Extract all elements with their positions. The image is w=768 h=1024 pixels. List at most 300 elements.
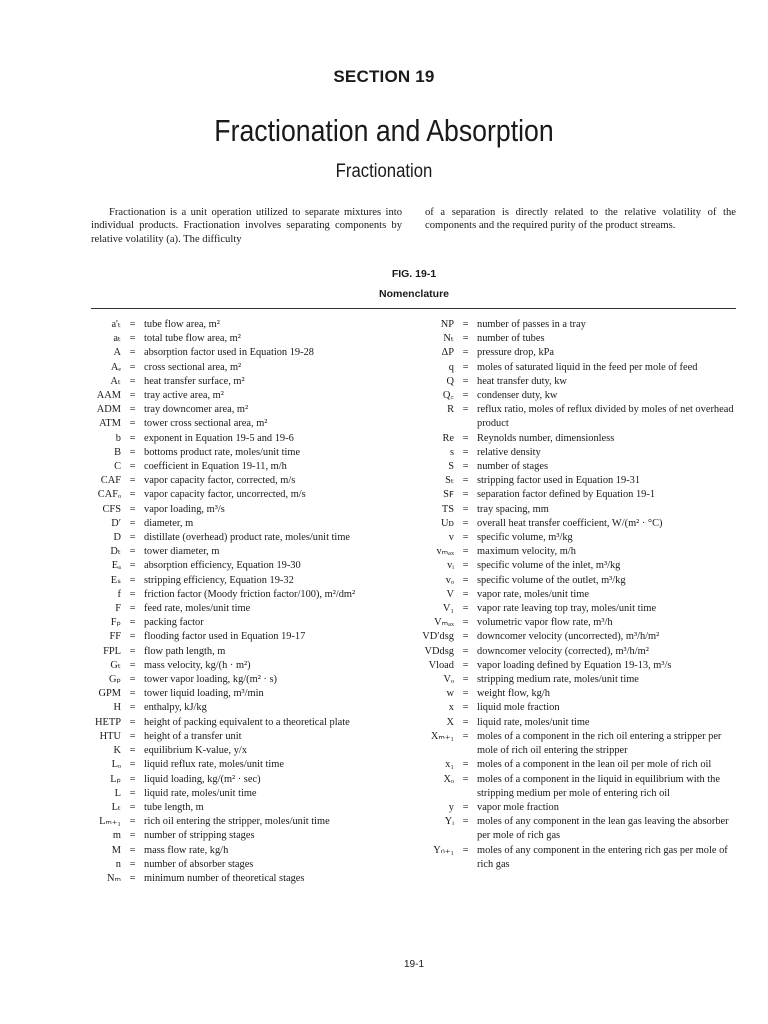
equals-sign: = xyxy=(129,759,136,771)
nomenclature-symbol: s xyxy=(449,446,454,458)
nomenclature-definition: friction factor (Moody friction factor/100), m²/dm² xyxy=(144,588,356,600)
nomenclature-entry xyxy=(91,801,406,815)
nomenclature-entry xyxy=(91,829,406,843)
nomenclature-symbol: Yᵢ xyxy=(444,816,454,828)
equals-sign: = xyxy=(462,560,469,572)
nomenclature-symbol: Aₜ xyxy=(110,375,121,387)
equals-sign: = xyxy=(129,446,136,458)
equals-sign: = xyxy=(462,659,469,671)
equals-sign: = xyxy=(462,645,469,657)
equals-sign: = xyxy=(129,517,136,529)
nomenclature-definition: coefficient in Equation 19-11, m/h xyxy=(144,461,287,473)
equals-sign: = xyxy=(129,674,136,686)
nomenclature-entry xyxy=(91,701,406,715)
nomenclature-entry xyxy=(91,744,406,758)
nomenclature-definition: specific volume of the inlet, m³/kg xyxy=(477,560,621,572)
nomenclature-definition: distillate (overhead) product rate, moles/unit time xyxy=(144,532,351,544)
nomenclature-symbol: C xyxy=(114,461,121,473)
equals-sign: = xyxy=(129,361,136,373)
nomenclature-symbol: NP xyxy=(440,319,454,330)
nomenclature-definition: pressure drop, kPa xyxy=(477,347,555,359)
nomenclature-entry xyxy=(414,673,744,687)
equals-sign: = xyxy=(462,489,469,501)
nomenclature-entry xyxy=(91,503,406,517)
equals-sign: = xyxy=(129,603,136,615)
equals-sign: = xyxy=(129,461,136,473)
nomenclature-definition: tower diameter, m xyxy=(144,546,220,558)
nomenclature-definition: maximum velocity, m/h xyxy=(477,546,576,558)
nomenclature-definition: cross sectional area, m² xyxy=(144,361,242,373)
nomenclature-symbol: R xyxy=(447,404,454,416)
intro-paragraph xyxy=(91,206,736,246)
nomenclature-definition: condenser duty, kw xyxy=(477,390,558,402)
nomenclature-entry xyxy=(414,645,744,659)
equals-sign: = xyxy=(462,475,469,487)
equals-sign: = xyxy=(129,489,136,501)
nomenclature-definition: moles of any component in the lean gas leaving the absorber per mole of rich gas xyxy=(477,816,729,842)
nomenclature-right-column xyxy=(414,318,744,872)
equals-sign: = xyxy=(462,319,469,330)
nomenclature-entry xyxy=(91,559,406,573)
nomenclature-entry xyxy=(91,858,406,872)
equals-sign: = xyxy=(462,361,469,373)
nomenclature-definition: equilibrium K-value, y/x xyxy=(144,745,248,757)
equals-sign: = xyxy=(129,872,136,884)
equals-sign: = xyxy=(462,375,469,387)
nomenclature-entry xyxy=(91,758,406,772)
nomenclature-entry xyxy=(91,346,406,360)
nomenclature-definition: tower liquid loading, m³/min xyxy=(144,688,264,700)
nomenclature-definition: packing factor xyxy=(144,617,204,629)
intro-text-right: of a separation is directly related to the relative volatility of the components and the required purity of the product streams. xyxy=(425,207,736,232)
equals-sign: = xyxy=(462,674,469,686)
nomenclature-entry xyxy=(414,503,744,517)
equals-sign: = xyxy=(462,702,469,714)
nomenclature-definition: specific volume, m³/kg xyxy=(477,532,573,544)
nomenclature-definition: stripping factor used in Equation 19-31 xyxy=(477,475,641,487)
nomenclature-symbol: vₒ xyxy=(445,574,454,586)
nomenclature-symbol: CFS xyxy=(102,503,121,515)
equals-sign: = xyxy=(462,844,469,856)
nomenclature-symbol: X xyxy=(446,716,454,728)
equals-sign: = xyxy=(129,645,136,657)
nomenclature-entry xyxy=(91,332,406,346)
equals-sign: = xyxy=(129,745,136,757)
nomenclature-symbol: q xyxy=(448,361,454,373)
nomenclature-symbol: a'ₜ xyxy=(111,319,121,330)
equals-sign: = xyxy=(462,688,469,700)
equals-sign: = xyxy=(462,432,469,444)
nomenclature-entry xyxy=(91,375,406,389)
nomenclature-symbol: vₘₐₓ xyxy=(436,546,454,558)
page-title: Fractionation and Absorption xyxy=(214,113,554,148)
nomenclature-entry xyxy=(414,701,744,715)
nomenclature-entry xyxy=(91,815,406,829)
nomenclature-symbol: vᵢ xyxy=(447,560,454,572)
nomenclature-definition: volumetric vapor flow rate, m³/h xyxy=(477,617,613,629)
equals-sign: = xyxy=(462,816,469,828)
nomenclature-symbol: y xyxy=(448,801,454,813)
nomenclature-entry xyxy=(91,844,406,858)
nomenclature-symbol: H xyxy=(113,702,121,714)
nomenclature-definition: flow path length, m xyxy=(144,645,226,657)
page-subtitle: Fractionation xyxy=(335,161,433,182)
nomenclature-entry xyxy=(91,687,406,701)
nomenclature-definition: number of stages xyxy=(477,461,548,473)
nomenclature-entry xyxy=(414,531,744,545)
equals-sign: = xyxy=(462,730,469,742)
nomenclature-symbol: x₁ xyxy=(445,759,454,771)
nomenclature-definition: separation factor defined by Equation 19-1 xyxy=(477,489,656,501)
nomenclature-definition: vapor mole fraction xyxy=(477,801,559,813)
nomenclature-definition: moles of a component in the lean oil per mole of rich oil xyxy=(477,759,712,771)
nomenclature-symbol: HTU xyxy=(99,730,121,742)
nomenclature-definition: heat transfer duty, kw xyxy=(477,375,567,387)
nomenclature-symbol: A xyxy=(113,347,121,359)
nomenclature-entry xyxy=(414,630,744,644)
nomenclature-entry xyxy=(91,432,406,446)
equals-sign: = xyxy=(129,546,136,558)
nomenclature-entry xyxy=(91,716,406,730)
equals-sign: = xyxy=(129,773,136,785)
nomenclature-entry xyxy=(91,474,406,488)
nomenclature-entry xyxy=(91,645,406,659)
nomenclature-symbol: b xyxy=(115,432,121,444)
nomenclature-definition: liquid rate, moles/unit time xyxy=(477,716,590,728)
equals-sign: = xyxy=(129,404,136,416)
equals-sign: = xyxy=(462,574,469,586)
nomenclature-entry xyxy=(414,588,744,602)
nomenclature-definition: tray downcomer area, m² xyxy=(144,404,249,416)
nomenclature-symbol: Uᴅ xyxy=(441,517,454,529)
nomenclature-definition: tray active area, m² xyxy=(144,390,224,402)
nomenclature-entry xyxy=(414,602,744,616)
nomenclature-entry xyxy=(91,773,406,787)
nomenclature-entry xyxy=(414,346,744,360)
nomenclature-entry xyxy=(414,389,744,403)
nomenclature-entry xyxy=(91,602,406,616)
nomenclature-definition: weight flow, kg/h xyxy=(477,688,550,700)
equals-sign: = xyxy=(129,418,136,430)
nomenclature-entry xyxy=(414,844,744,872)
nomenclature-definition: liquid loading, kg/(m² · sec) xyxy=(144,773,261,785)
nomenclature-entry xyxy=(414,332,744,346)
nomenclature-entry xyxy=(91,446,406,460)
equals-sign: = xyxy=(129,333,136,345)
nomenclature-entry xyxy=(414,517,744,531)
nomenclature-definition: Reynolds number, dimensionless xyxy=(477,432,615,444)
nomenclature-definition: reflux ratio, moles of reflux divided by moles of net overhead product xyxy=(477,404,734,430)
nomenclature-definition: moles of any component in the entering rich gas per mole of rich gas xyxy=(477,844,728,870)
nomenclature-entry xyxy=(414,559,744,573)
nomenclature-entry xyxy=(414,616,744,630)
equals-sign: = xyxy=(129,319,136,330)
nomenclature-entry xyxy=(91,616,406,630)
nomenclature-symbol: Lₘ₊₁ xyxy=(99,816,121,828)
nomenclature-symbol: FF xyxy=(109,631,121,643)
nomenclature-symbol: AAM xyxy=(96,390,121,402)
nomenclature-entry xyxy=(91,531,406,545)
equals-sign: = xyxy=(462,631,469,643)
nomenclature-entry xyxy=(414,758,744,772)
equals-sign: = xyxy=(462,759,469,771)
nomenclature-symbol: VDdsg xyxy=(424,645,454,657)
nomenclature-definition: vapor capacity factor, uncorrected, m/s xyxy=(144,489,306,501)
nomenclature-entry xyxy=(91,588,406,602)
equals-sign: = xyxy=(129,390,136,402)
nomenclature-definition: rich oil entering the stripper, moles/unit time xyxy=(144,816,330,828)
nomenclature-symbol: Vₘₐₓ xyxy=(434,617,454,629)
nomenclature-definition: mass velocity, kg/(h · m²) xyxy=(144,659,251,671)
nomenclature-definition: vapor loading defined by Equation 19-13, m³/s xyxy=(477,659,672,671)
nomenclature-symbol: V xyxy=(446,588,454,600)
nomenclature-symbol: Eₛ xyxy=(110,574,121,586)
nomenclature-entry xyxy=(91,417,406,431)
nomenclature-entry xyxy=(414,773,744,801)
nomenclature-definition: tube flow area, m² xyxy=(144,319,220,330)
nomenclature-symbol: v xyxy=(448,532,454,544)
nomenclature-definition: feed rate, moles/unit time xyxy=(144,603,251,615)
equals-sign: = xyxy=(129,503,136,515)
intro-text-left: Fractionation is a unit operation utilized to separate mixtures into individual products. Fractionation involves separating components by relative volatility (a). The difficulty xyxy=(91,207,402,245)
nomenclature-symbol: V₁ xyxy=(442,603,454,615)
nomenclature-entry xyxy=(414,730,744,758)
nomenclature-entry xyxy=(91,730,406,744)
nomenclature-definition: vapor loading, m³/s xyxy=(144,503,225,515)
equals-sign: = xyxy=(129,588,136,600)
nomenclature-entry xyxy=(414,574,744,588)
equals-sign: = xyxy=(129,716,136,728)
figure-label: FIG. 19-1 xyxy=(391,268,437,280)
nomenclature-symbol: Sꜰ xyxy=(443,489,454,501)
equals-sign: = xyxy=(462,617,469,629)
nomenclature-symbol: Nₜ xyxy=(443,333,454,345)
equals-sign: = xyxy=(129,702,136,714)
nomenclature-symbol: n xyxy=(115,858,121,870)
nomenclature-symbol: Xₒ xyxy=(443,773,454,785)
nomenclature-symbol: Lₚ xyxy=(110,773,121,785)
equals-sign: = xyxy=(129,560,136,572)
nomenclature-symbol: Eₐ xyxy=(111,560,121,572)
nomenclature-symbol: D′ xyxy=(111,517,121,529)
nomenclature-symbol: m xyxy=(112,830,121,842)
nomenclature-symbol: ΔP xyxy=(441,347,454,359)
nomenclature-left-column xyxy=(91,318,406,886)
nomenclature-symbol: Lₒ xyxy=(111,759,121,771)
nomenclature-definition: number of stripping stages xyxy=(144,830,255,842)
nomenclature-entry xyxy=(414,432,744,446)
equals-sign: = xyxy=(462,503,469,515)
equals-sign: = xyxy=(462,603,469,615)
nomenclature-entry xyxy=(414,545,744,559)
nomenclature-entry xyxy=(91,872,406,886)
nomenclature-symbol: ADM xyxy=(96,404,121,416)
equals-sign: = xyxy=(129,432,136,444)
nomenclature-definition: stripping efficiency, Equation 19-32 xyxy=(144,574,294,586)
nomenclature-definition: number of tubes xyxy=(477,333,545,345)
nomenclature-symbol: Gₚ xyxy=(109,674,121,686)
nomenclature-symbol: f xyxy=(117,588,121,600)
nomenclature-symbol: Dₜ xyxy=(110,546,121,558)
nomenclature-entry xyxy=(91,787,406,801)
nomenclature-definition: tower vapor loading, kg/(m² · s) xyxy=(144,674,277,686)
nomenclature-definition: specific volume of the outlet, m³/kg xyxy=(477,574,626,586)
nomenclature-definition: height of a transfer unit xyxy=(144,730,242,742)
nomenclature-definition: absorption efficiency, Equation 19-30 xyxy=(144,560,301,572)
nomenclature-entry xyxy=(414,446,744,460)
nomenclature-entry xyxy=(414,488,744,502)
nomenclature-symbol: Vload xyxy=(428,659,454,671)
equals-sign: = xyxy=(129,475,136,487)
nomenclature-entry xyxy=(91,361,406,375)
nomenclature-entry xyxy=(414,460,744,474)
nomenclature-symbol: B xyxy=(114,446,121,458)
nomenclature-definition: vapor capacity factor, corrected, m/s xyxy=(144,475,296,487)
equals-sign: = xyxy=(462,801,469,813)
nomenclature-definition: exponent in Equation 19-5 and 19-6 xyxy=(144,432,294,444)
nomenclature-symbol: TS xyxy=(441,503,454,515)
nomenclature-symbol: Vₒ xyxy=(443,674,454,686)
equals-sign: = xyxy=(129,816,136,828)
equals-sign: = xyxy=(462,390,469,402)
equals-sign: = xyxy=(129,730,136,742)
nomenclature-entry xyxy=(91,545,406,559)
nomenclature-entry xyxy=(91,318,406,332)
nomenclature-symbol: Re xyxy=(442,432,454,444)
equals-sign: = xyxy=(129,375,136,387)
nomenclature-symbol: GPM xyxy=(98,688,121,700)
divider-rule xyxy=(91,308,736,309)
section-heading: SECTION 19 xyxy=(333,67,435,86)
equals-sign: = xyxy=(129,688,136,700)
equals-sign: = xyxy=(129,659,136,671)
nomenclature-definition: stripping medium rate, moles/unit time xyxy=(477,674,639,686)
nomenclature-entry xyxy=(91,574,406,588)
nomenclature-symbol: FPL xyxy=(103,645,121,657)
equals-sign: = xyxy=(129,631,136,643)
nomenclature-definition: relative density xyxy=(477,446,541,458)
equals-sign: = xyxy=(462,347,469,359)
nomenclature-symbol: Fₚ xyxy=(110,617,121,629)
equals-sign: = xyxy=(129,858,136,870)
nomenclature-symbol: S xyxy=(448,461,454,473)
nomenclature-symbol: K xyxy=(113,745,121,757)
equals-sign: = xyxy=(129,787,136,799)
nomenclature-definition: moles of a component in the rich oil entering a stripper per mole of rich oil entering the stripper xyxy=(477,730,722,757)
nomenclature-symbol: F xyxy=(115,603,121,615)
nomenclature-definition: minimum number of theoretical stages xyxy=(144,872,305,884)
nomenclature-symbol: Q xyxy=(446,375,454,387)
nomenclature-definition: downcomer velocity (corrected), m³/h/m² xyxy=(477,645,649,657)
nomenclature-definition: tube length, m xyxy=(144,801,204,813)
nomenclature-entry xyxy=(91,517,406,531)
nomenclature-definition: enthalpy, kJ/kg xyxy=(144,702,207,714)
nomenclature-definition: number of absorber stages xyxy=(144,858,254,870)
nomenclature-symbol: Xₘ₊₁ xyxy=(430,730,454,742)
nomenclature-symbol: M xyxy=(111,844,121,856)
nomenclature-definition: total tube flow area, m² xyxy=(144,333,241,345)
nomenclature-definition: flooding factor used in Equation 19-17 xyxy=(144,631,306,643)
nomenclature-symbol: ATM xyxy=(99,418,121,430)
nomenclature-definition: absorption factor used in Equation 19-28 xyxy=(144,347,314,359)
nomenclature-symbol: x xyxy=(448,702,454,714)
equals-sign: = xyxy=(462,773,469,785)
equals-sign: = xyxy=(462,546,469,558)
nomenclature-entry xyxy=(414,815,744,843)
nomenclature-entry xyxy=(414,659,744,673)
nomenclature-definition: heat transfer surface, m² xyxy=(144,375,245,387)
equals-sign: = xyxy=(462,404,469,416)
equals-sign: = xyxy=(462,532,469,544)
nomenclature-definition: tray spacing, mm xyxy=(477,503,549,515)
nomenclature-entry xyxy=(91,673,406,687)
equals-sign: = xyxy=(129,830,136,842)
equals-sign: = xyxy=(129,844,136,856)
nomenclature-definition: overall heat transfer coefficient, W/(m² · °C) xyxy=(477,517,663,529)
nomenclature-symbol: Sₜ xyxy=(445,475,454,487)
nomenclature-symbol: Yₙ₊₁ xyxy=(433,844,454,856)
nomenclature-symbol: HETP xyxy=(95,716,121,728)
nomenclature-entry xyxy=(414,687,744,701)
nomenclature-entry xyxy=(414,375,744,389)
equals-sign: = xyxy=(462,588,469,600)
nomenclature-definition: vapor rate, moles/unit time xyxy=(477,588,589,600)
nomenclature-entry xyxy=(91,403,406,417)
nomenclature-symbol: w xyxy=(446,688,454,700)
nomenclature-definition: number of passes in a tray xyxy=(477,319,586,330)
nomenclature-entry xyxy=(414,801,744,815)
nomenclature-definition: height of packing equivalent to a theoretical plate xyxy=(144,716,350,728)
nomenclature-definition: mass flow rate, kg/h xyxy=(144,844,229,856)
equals-sign: = xyxy=(462,333,469,345)
equals-sign: = xyxy=(462,446,469,458)
nomenclature-symbol: D xyxy=(113,532,121,544)
nomenclature-entry xyxy=(414,716,744,730)
nomenclature-entry xyxy=(91,488,406,502)
nomenclature-symbol: Q꜀ xyxy=(442,390,454,402)
equals-sign: = xyxy=(129,801,136,813)
nomenclature-entry xyxy=(414,318,744,332)
nomenclature-entry xyxy=(91,630,406,644)
nomenclature-definition: moles of saturated liquid in the feed per mole of feed xyxy=(477,361,698,373)
page-number: 19-1 xyxy=(403,959,424,970)
nomenclature-definition: moles of a component in the liquid in equilibrium with the stripping medium per mole of entering rich oil xyxy=(477,773,720,799)
figure-caption: Nomenclature xyxy=(378,288,450,300)
nomenclature-symbol: CAFₒ xyxy=(97,489,121,501)
nomenclature-definition: liquid mole fraction xyxy=(477,702,560,714)
equals-sign: = xyxy=(129,347,136,359)
nomenclature-symbol: L xyxy=(114,787,121,799)
nomenclature-symbol: Lₜ xyxy=(111,801,121,813)
nomenclature-entry xyxy=(414,403,744,431)
equals-sign: = xyxy=(462,461,469,473)
equals-sign: = xyxy=(129,574,136,586)
nomenclature-definition: downcomer velocity (uncorrected), m³/h/m² xyxy=(477,631,660,643)
nomenclature-entry xyxy=(91,460,406,474)
nomenclature-definition: vapor rate leaving top tray, moles/unit time xyxy=(477,603,657,615)
nomenclature-definition: bottoms product rate, moles/unit time xyxy=(144,446,301,458)
equals-sign: = xyxy=(129,617,136,629)
nomenclature-symbol: Nₘ xyxy=(107,872,121,884)
nomenclature-definition: liquid reflux rate, moles/unit time xyxy=(144,759,284,771)
nomenclature-definition: diameter, m xyxy=(144,517,194,529)
equals-sign: = xyxy=(462,716,469,728)
equals-sign: = xyxy=(462,517,469,529)
nomenclature-definition: tower cross sectional area, m² xyxy=(144,418,268,430)
nomenclature-entry xyxy=(91,659,406,673)
nomenclature-symbol: aₜ xyxy=(113,333,121,345)
nomenclature-symbol: Aₑ xyxy=(110,361,121,373)
